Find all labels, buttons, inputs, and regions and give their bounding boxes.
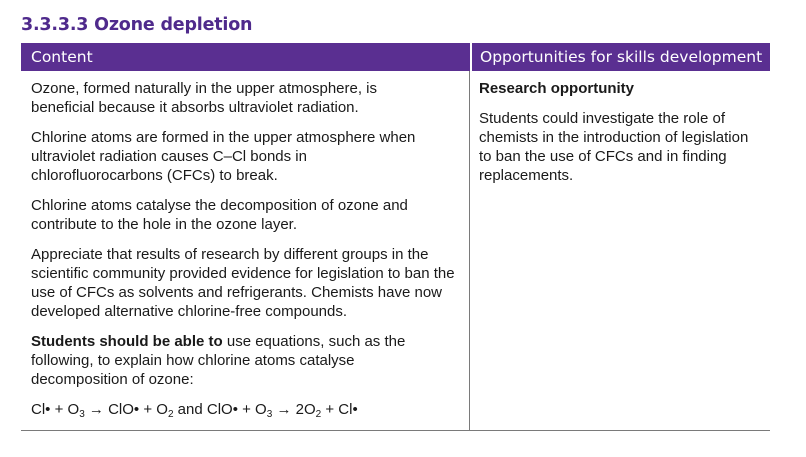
students-should-text: use equations, such as the following, to explain how chlorine atoms catalyse decomposition of ozone: — [31, 333, 406, 388]
content-paragraph-catalysis: Chlorine atoms catalyse the decomposition of ozone and contribute to the hole in the ozone layer. — [31, 197, 408, 233]
spec-table — [21, 43, 770, 431]
equation-part: + Cl• — [321, 401, 358, 418]
research-opportunity-heading: Research opportunity — [479, 80, 635, 97]
equation-subscript: 2 — [167, 409, 174, 420]
content-paragraph-ozone: Ozone, formed naturally in the upper atmosphere, is beneficial because it absorbs ultraviolet radiation. — [31, 80, 378, 116]
skills-column-header: Opportunities for skills development — [470, 43, 770, 71]
table-header-row — [21, 43, 770, 71]
equation-part: and ClO• + O — [173, 401, 267, 418]
equation-part: → 2O — [272, 401, 316, 418]
equation-part: Cl• + O — [31, 401, 80, 418]
equation-subscript: 3 — [266, 409, 273, 420]
content-cell — [21, 71, 470, 430]
table-body-row — [21, 71, 770, 430]
equation-subscript: 3 — [79, 409, 85, 420]
skills-cell — [470, 71, 770, 430]
content-paragraph-chlorine-formation: Chlorine atoms are formed in the upper atmosphere when ultraviolet radiation causes C–Cl bonds in chlorofluorocarbons (CFCs) to break. — [31, 129, 416, 184]
ozone-equation — [31, 400, 469, 419]
equation-part: → ClO• + O — [84, 401, 168, 418]
students-should-label: Students should be able to — [31, 333, 223, 350]
content-paragraph-students — [31, 332, 431, 389]
section-title: 3.3.3.3 Ozone depletion — [21, 15, 253, 35]
equation-subscript: 2 — [315, 409, 322, 420]
content-column-header: Content — [21, 43, 470, 71]
research-opportunity-text: Students could investigate the role of chemists in the introduction of legislation to ban the use of CFCs and in finding replacements. — [479, 110, 749, 184]
content-paragraph-research: Appreciate that results of research by different groups in the scientific community provided evidence for legislation to ban the use of CFCs as solvents and refrigerants. Chemists have now developed alternative chlorine-free compounds. — [31, 246, 455, 320]
